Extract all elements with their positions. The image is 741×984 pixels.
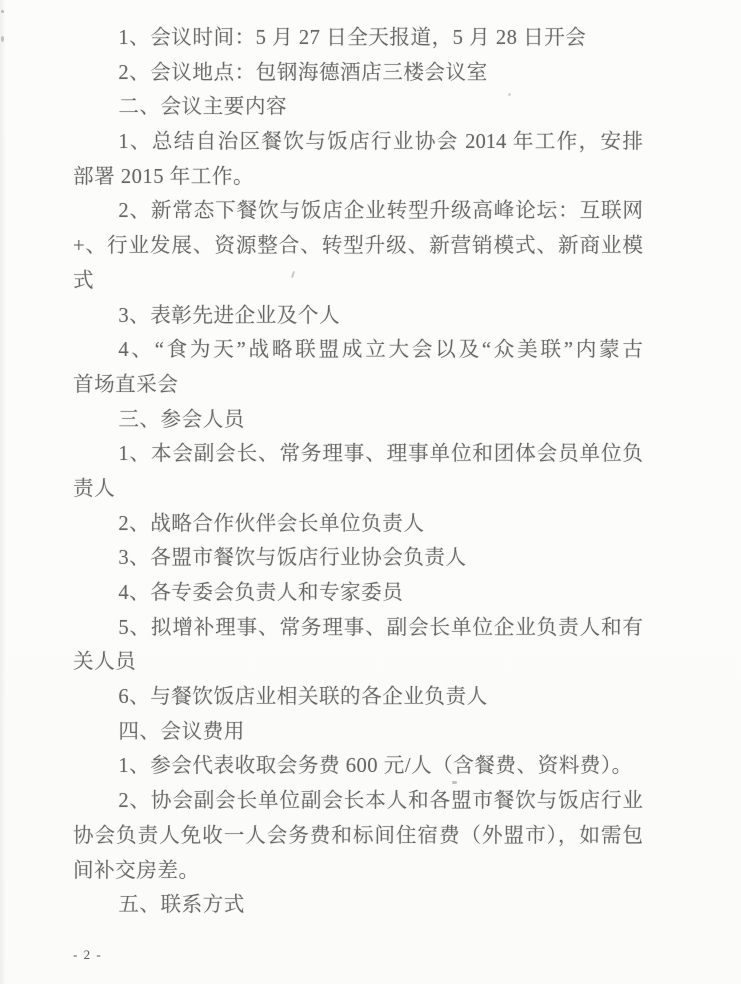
text-line: 4、“食为天”战略联盟成立大会以及“众美联”内蒙古 [118, 339, 643, 362]
text-line: 2、战略合作伙伴会长单位负责人 [118, 512, 425, 535]
text-line: 1、参会代表收取会务费 600 元/人（含餐费、资料费）。 [118, 755, 633, 778]
text-line: 3、各盟市餐饮与饭店行业协会负责人 [118, 547, 467, 570]
text-line: 部署 2015 年工作。 [73, 165, 255, 188]
text-line: 三、参会人员 [118, 408, 245, 431]
text-line: 协会负责人免收一人会务费和标间住宿费（外盟市），如需包 [73, 824, 643, 847]
text-line: 二、会议主要内容 [118, 96, 288, 119]
text-line: +、行业发展、资源整合、转型升级、新营销模式、新商业模 [73, 235, 643, 258]
text-line: 责人 [73, 477, 116, 500]
text-line: 首场直采会 [73, 373, 179, 396]
text-line: 5、拟增补理事、常务理事、副会长单位企业负责人和有 [118, 616, 643, 639]
text-block [73, 21, 643, 923]
text-line: 2、新常态下餐饮与饭店企业转型升级高峰论坛：互联网 [118, 200, 643, 223]
text-line: 1、本会副会长、常务理事、理事单位和团体会员单位负 [118, 443, 643, 466]
text-line: 四、会议费用 [118, 720, 245, 743]
text-line: 间补交房差。 [73, 859, 200, 882]
text-line: 2、协会副会长单位副会长本人和各盟市餐饮与饭店行业 [118, 790, 643, 813]
text-line: 五、联系方式 [118, 894, 245, 917]
text-line: 关人员 [73, 651, 137, 674]
text-line: 4、各专委会负责人和专家委员 [118, 582, 404, 604]
scan-speck [1, 10, 4, 13]
text-line: 3、表彰先进企业及个人 [118, 304, 341, 327]
text-line: 1、会议时间：5 月 27 日全天报道，5 月 28 日开会 [118, 27, 587, 49]
page-number: - 2 - [73, 947, 103, 962]
text-line: 式 [73, 269, 95, 292]
text-line: 6、与餐饮饭店业相关联的各企业负责人 [118, 686, 488, 709]
scan-speck [1, 36, 4, 42]
text-line: 1、总结自治区餐饮与饭店行业协会 2014 年工作，安排 [118, 131, 643, 154]
text-line: 2、会议地点：包钢海德酒店三楼会议室 [118, 61, 488, 84]
